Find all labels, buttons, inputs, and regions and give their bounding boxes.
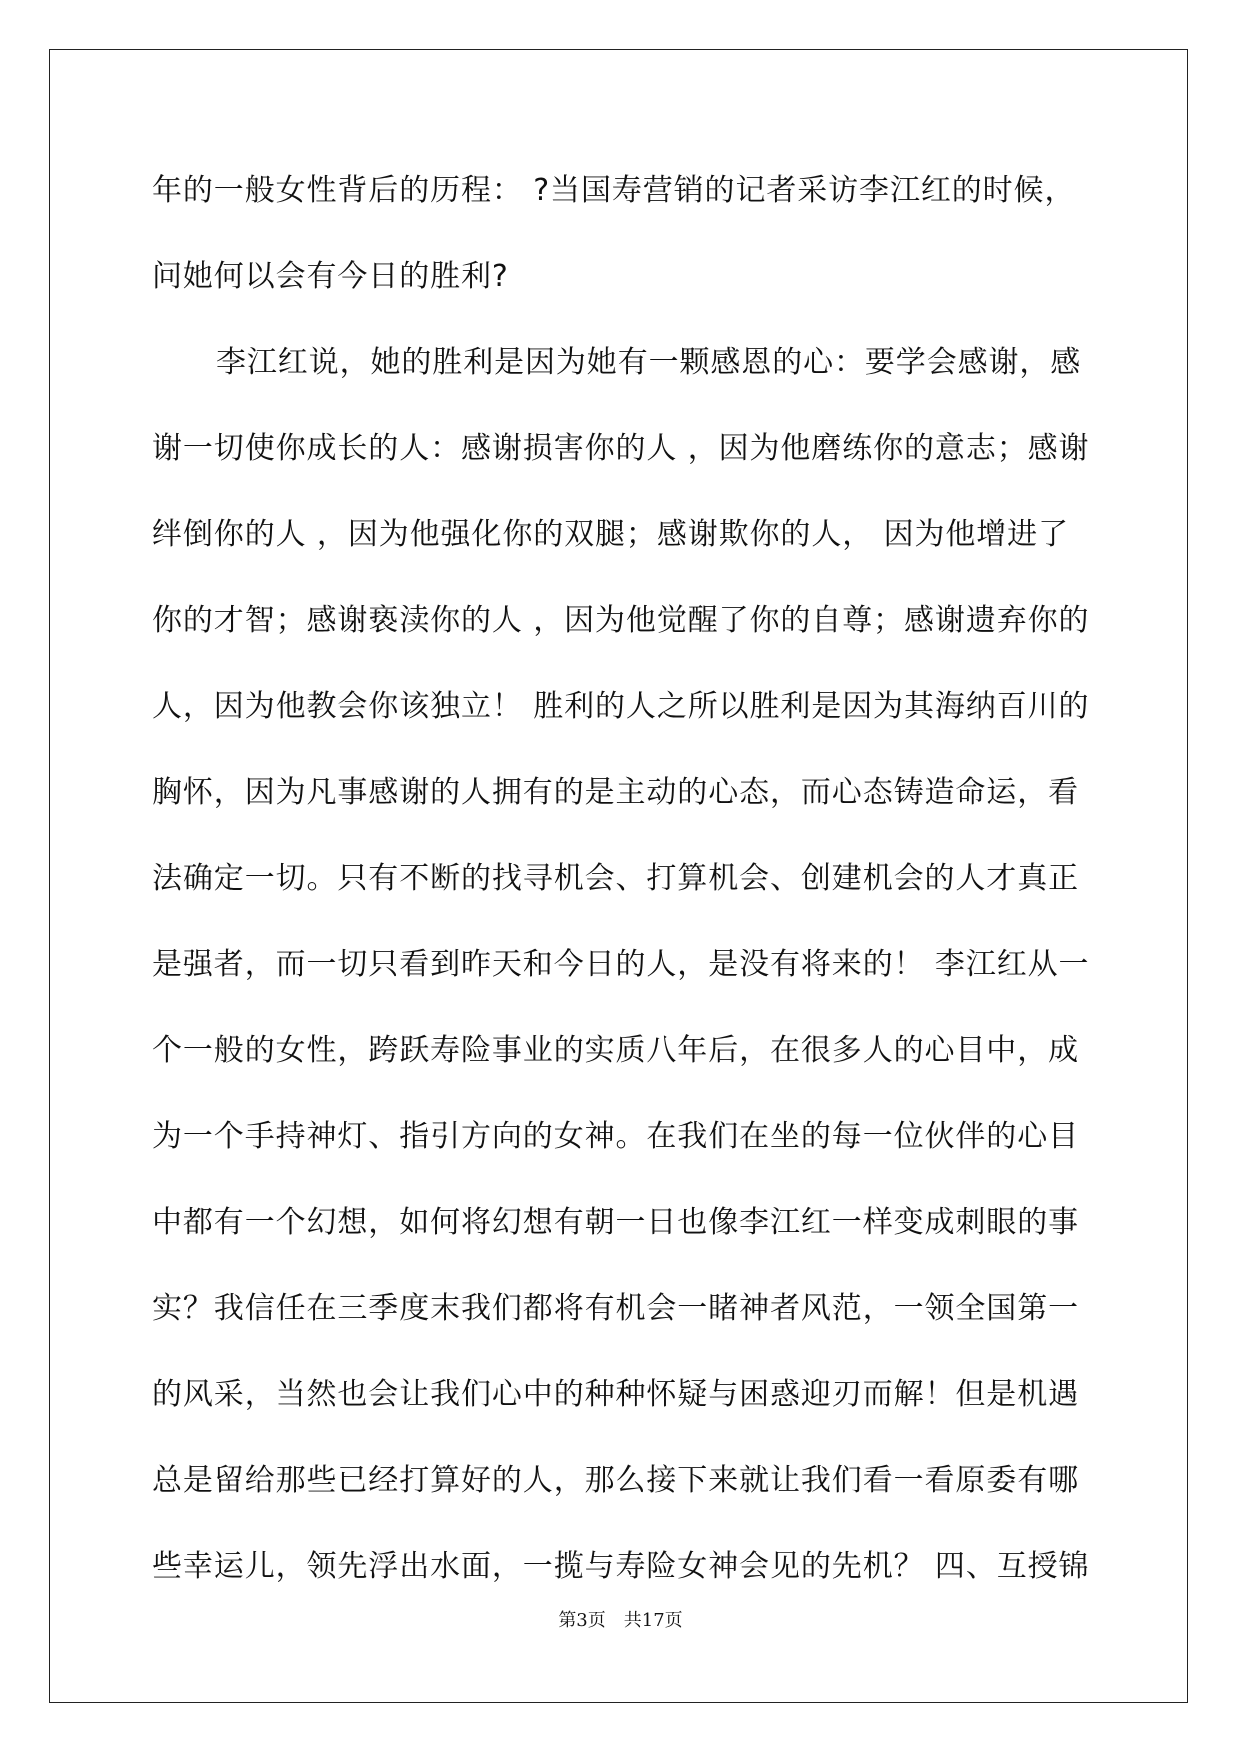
document-body [152,160,1090,1622]
text-line: 为一个手持神灯、指引方向的女神。在我们在坐的每一位伙伴的心目 [152,1119,1079,1154]
text-line: 年的一般女性背后的历程： ?当国寿营销的记者采访李江红的时候， [152,173,1076,208]
text-line: 是强者，而一切只看到昨天和今日的人，是没有将来的！ 李江红从一 [152,947,1090,982]
text-line: 法确定一切。只有不断的找寻机会、打算机会、创建机会的人才真正 [152,861,1079,896]
text-line: 的风采，当然也会让我们心中的种种怀疑与困惑迎刃而解！但是机遇 [152,1377,1079,1412]
text-line: 你的才智；感谢亵渎你的人 ，因为他觉醒了你的自尊；感谢遗弃你的 [152,603,1090,638]
text-line: 实？我信任在三季度末我们都将有机会一睹神者风范，一领全国第一 [152,1291,1079,1326]
paragraph-first-line: 李江红说，她的胜利是因为她有一颗感恩的心：要学会感谢，感 [216,345,1082,380]
text-line: 胸怀，因为凡事感谢的人拥有的是主动的心态，而心态铸造命运，看 [152,775,1079,810]
text-line: 人，因为他教会你该独立！ 胜利的人之所以胜利是因为其海纳百川的 [152,689,1090,724]
text-line: 谢一切使你成长的人：感谢损害你的人 ，因为他磨练你的意志；感谢 [152,431,1090,466]
text-line: 绊倒你的人 ，因为他强化你的双腿；感谢欺你的人， 因为他增进了 [152,517,1069,552]
page-number-footer: 第3页 共17页 [558,1610,683,1631]
text-line: 个一般的女性，跨跃寿险事业的实质八年后，在很多人的心目中，成 [152,1033,1079,1068]
text-line: 些幸运儿，领先浮出水面，一揽与寿险女神会见的先机？ 四、互授锦 [152,1549,1090,1584]
text-line: 问她何以会有今日的胜利? [152,259,509,294]
text-line: 总是留给那些已经打算好的人，那么接下来就让我们看一看原委有哪 [152,1463,1079,1498]
text-line: 中都有一个幻想，如何将幻想有朝一日也像李江红一样变成刺眼的事 [152,1205,1079,1240]
